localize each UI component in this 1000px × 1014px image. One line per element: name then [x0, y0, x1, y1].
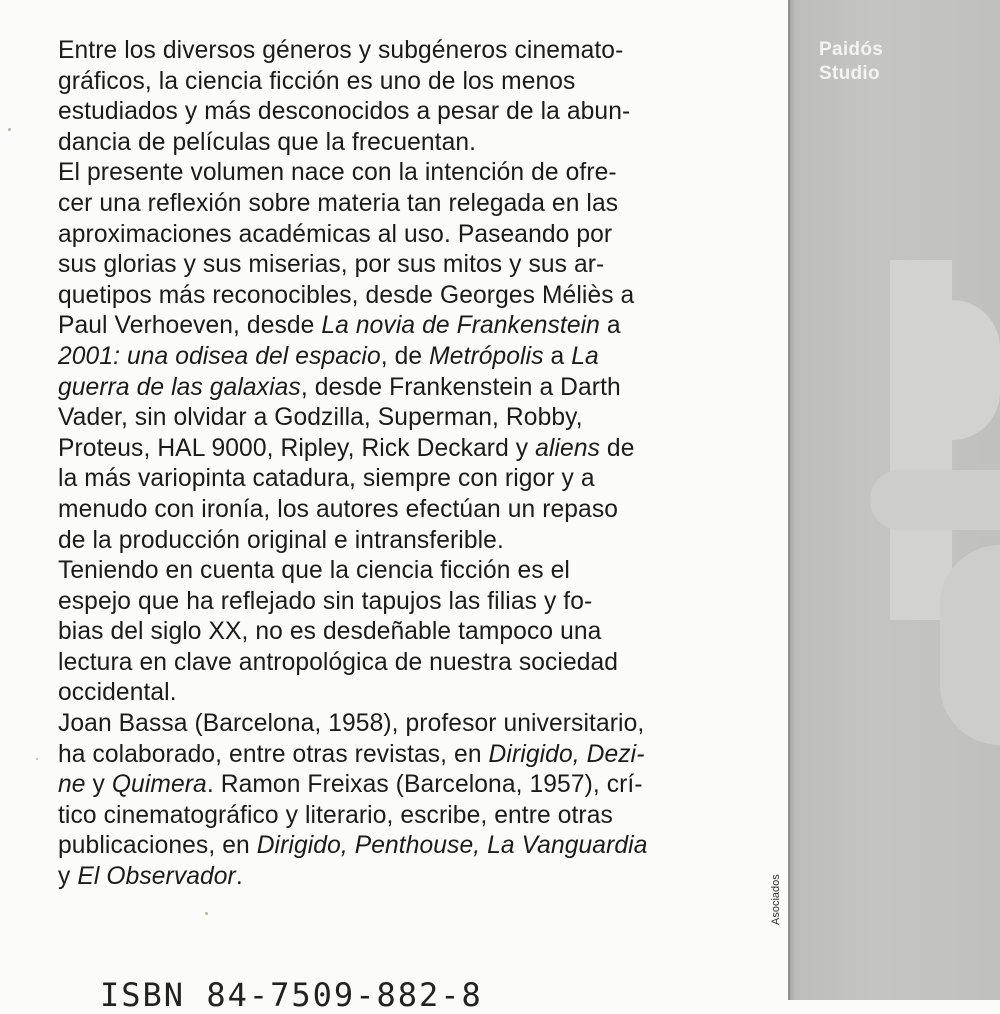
text-run: .	[235, 863, 243, 891]
italic-title: La	[571, 342, 599, 370]
paragraph	[58, 709, 793, 893]
text-line	[58, 587, 793, 618]
text-line	[58, 831, 793, 862]
text-line	[58, 403, 793, 434]
text-run: de la producción original e intransferible.	[58, 526, 504, 554]
watermark-letter-s-curve	[870, 470, 1000, 530]
text-run: estudiados y más desconocidos a pesar de la abun-	[58, 98, 631, 126]
italic-title: Metrópolis	[429, 342, 544, 370]
text-line	[58, 770, 793, 801]
text-run: Teniendo en cuenta que la ciencia ficción es el	[58, 557, 570, 585]
paragraph	[58, 36, 793, 158]
text-line	[58, 617, 793, 648]
text-run: dancia de películas que la frecuentan.	[58, 128, 477, 156]
paper-speck	[8, 128, 11, 131]
text-line	[58, 373, 793, 404]
text-run: lectura en clave antropológica de nuestra sociedad	[58, 648, 619, 676]
watermark-letter-p-stem	[890, 260, 952, 620]
text-run: . Ramon Freixas (Barcelona, 1957), crí-	[206, 771, 643, 799]
text-run: y	[58, 863, 78, 891]
text-run: , de	[380, 342, 430, 370]
text-line	[58, 678, 793, 709]
text-line	[58, 342, 793, 373]
text-run: sus glorias y sus miserias, por sus mitos y sus ar-	[58, 251, 605, 279]
text-line	[58, 495, 793, 526]
text-run: Paul Verhoeven, desde	[58, 312, 322, 340]
italic-title: aliens	[535, 434, 600, 462]
text-line	[58, 128, 793, 159]
text-line	[58, 220, 793, 251]
text-run: , desde Frankenstein a Darth	[300, 373, 621, 401]
text-line	[58, 67, 793, 98]
text-run: quetipos más reconocibles, desde Georges Méliès a	[58, 281, 635, 309]
italic-title: guerra de las galaxias	[58, 373, 301, 401]
paragraph	[58, 556, 793, 709]
text-run: occidental.	[58, 679, 177, 707]
publisher-name: Paidós	[819, 39, 884, 60]
text-run: a	[543, 342, 572, 370]
text-run: cer una reflexión sobre materia tan relegada en las	[58, 189, 619, 217]
text-run: y	[85, 771, 112, 799]
publisher-logo	[819, 38, 883, 86]
italic-title: ne	[58, 771, 86, 799]
italic-title: 2001: una odisea del espacio	[58, 342, 381, 370]
spine-band	[790, 0, 1000, 1000]
text-line	[58, 556, 793, 587]
text-line	[58, 158, 793, 189]
text-line	[58, 526, 793, 557]
text-run: tico cinematográfico y literario, escribe, entre otras	[58, 801, 613, 829]
watermark-letter-p-bowl	[952, 300, 1000, 440]
text-line	[58, 648, 793, 679]
italic-title: Dirigido, Penthouse, La Vanguardia	[256, 832, 648, 860]
text-run: Vader, sin olvidar a Godzilla, Superman, Robby,	[58, 404, 583, 432]
text-run: gráficos, la ciencia ficción es uno de los menos	[58, 67, 576, 95]
text-run: Proteus, HAL 9000, Ripley, Rick Deckard y	[58, 434, 536, 462]
paper-speck	[205, 912, 208, 915]
text-run: publicaciones, en	[58, 832, 257, 860]
text-run: aproximaciones académicas al uso. Paseando por	[58, 220, 613, 248]
text-line	[58, 862, 793, 893]
text-run: de	[600, 434, 635, 462]
text-line	[58, 36, 793, 67]
text-run: ha colaborado, entre otras revistas, en	[58, 740, 489, 768]
text-run: espejo que ha reflejado sin tapujos las filias y fo-	[58, 587, 593, 615]
italic-title: Dirigido, Dezi-	[488, 740, 645, 768]
text-line	[58, 740, 793, 771]
synopsis-text	[58, 36, 793, 893]
paper-speck	[36, 758, 38, 760]
text-line	[58, 311, 793, 342]
series-name: Studio	[819, 63, 880, 84]
text-run: Entre los diversos géneros y subgéneros cinemato-	[58, 37, 624, 64]
text-line	[58, 189, 793, 220]
text-run: El presente volumen nace con la intención de ofre-	[58, 159, 617, 187]
spine-credit-text: Asociados	[770, 874, 782, 925]
isbn-number: ISBN 84-7509-882-8	[100, 976, 483, 1014]
text-line	[58, 97, 793, 128]
text-run: menudo con ironía, los autores efectúan un repaso	[58, 495, 618, 523]
italic-title: El Observador	[77, 863, 236, 891]
text-line	[58, 801, 793, 832]
paragraph	[58, 158, 793, 556]
text-line	[58, 434, 793, 465]
text-line	[58, 709, 793, 740]
text-run: a	[599, 312, 621, 340]
text-line	[58, 281, 793, 312]
italic-title: La novia de Frankenstein	[321, 312, 600, 340]
watermark-letter-s-lower	[940, 545, 1000, 745]
text-run: Joan Bassa (Barcelona, 1958), profesor universitario,	[58, 710, 645, 738]
text-line	[58, 464, 793, 495]
italic-title: Quimera	[111, 771, 207, 799]
text-line	[58, 250, 793, 281]
text-run: bias del siglo XX, no es desdeñable tampoco una	[58, 618, 602, 646]
text-run: la más variopinta catadura, siempre con rigor y a	[58, 465, 595, 493]
